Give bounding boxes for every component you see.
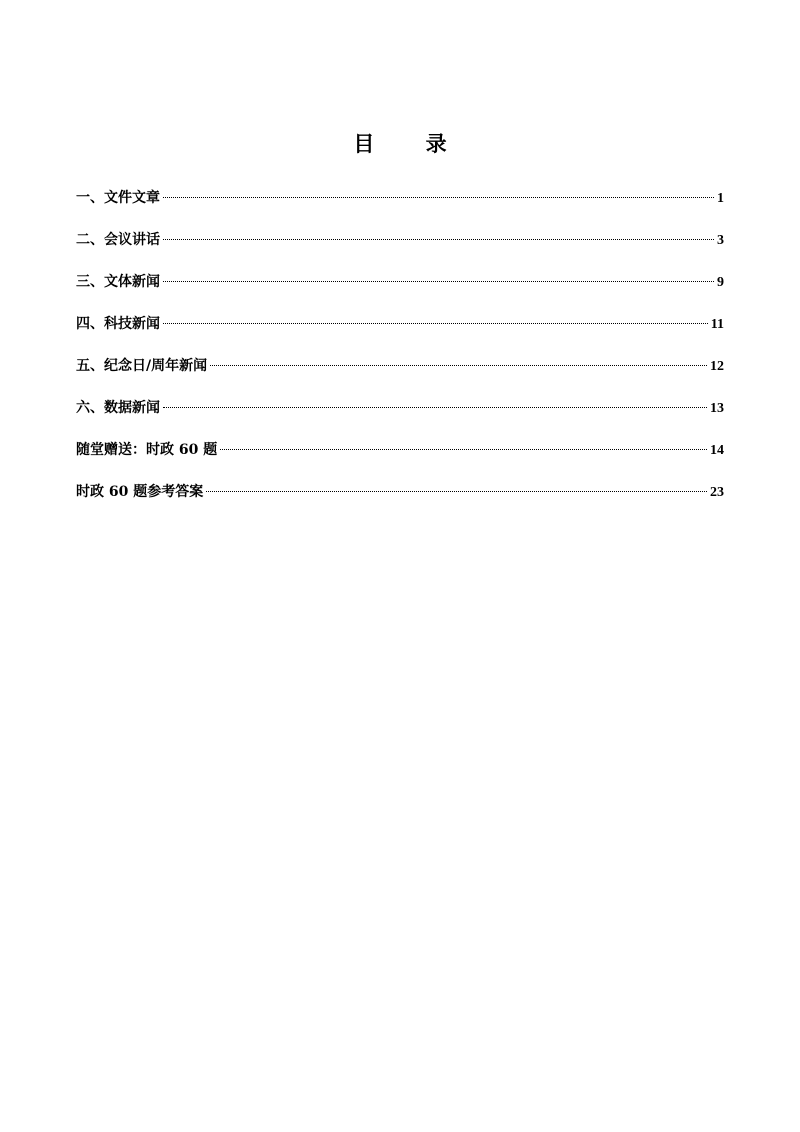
dot-leader <box>163 323 708 324</box>
dot-leader <box>206 491 707 492</box>
dot-leader <box>163 197 714 198</box>
toc-title: 目 录 <box>353 132 469 156</box>
table-of-contents <box>76 184 724 520</box>
toc-entry-data-news[interactable] <box>76 394 724 436</box>
toc-entry-page-number: 23 <box>710 485 724 500</box>
toc-entry-documents[interactable] <box>76 184 724 226</box>
dot-leader <box>210 365 707 366</box>
toc-entry-label: 随堂赠送：时政 60 题 <box>76 442 218 458</box>
toc-entry-page-number: 11 <box>710 317 724 332</box>
dot-leader <box>163 239 714 240</box>
toc-entry-meeting-speeches[interactable] <box>76 226 724 268</box>
toc-entry-page-number: 3 <box>717 233 724 248</box>
dot-leader <box>220 449 707 450</box>
toc-entry-label: 五、纪念日/周年新闻 <box>76 358 208 374</box>
toc-entry-label: 六、数据新闻 <box>76 400 160 416</box>
toc-entry-culture-sports-news[interactable] <box>76 268 724 310</box>
toc-entry-label: 时政 60 题参考答案 <box>76 484 204 500</box>
toc-entry-page-number: 14 <box>710 443 724 458</box>
toc-entry-answer-key[interactable] <box>76 478 724 520</box>
toc-entry-page-number: 13 <box>710 401 724 416</box>
toc-entry-page-number: 1 <box>717 191 724 206</box>
toc-entry-page-number: 9 <box>717 275 724 290</box>
toc-entry-label: 三、文体新闻 <box>76 274 160 290</box>
toc-entry-science-tech-news[interactable] <box>76 310 724 352</box>
toc-entry-label: 四、科技新闻 <box>76 316 160 332</box>
dot-leader <box>163 281 714 282</box>
dot-leader <box>163 407 707 408</box>
toc-entry-anniversary-news[interactable] <box>76 352 724 394</box>
toc-entry-label: 二、会议讲话 <box>76 232 160 248</box>
toc-entry-bonus-questions[interactable] <box>76 436 724 478</box>
toc-entry-page-number: 12 <box>710 359 724 374</box>
toc-entry-label: 一、文件文章 <box>76 190 160 206</box>
